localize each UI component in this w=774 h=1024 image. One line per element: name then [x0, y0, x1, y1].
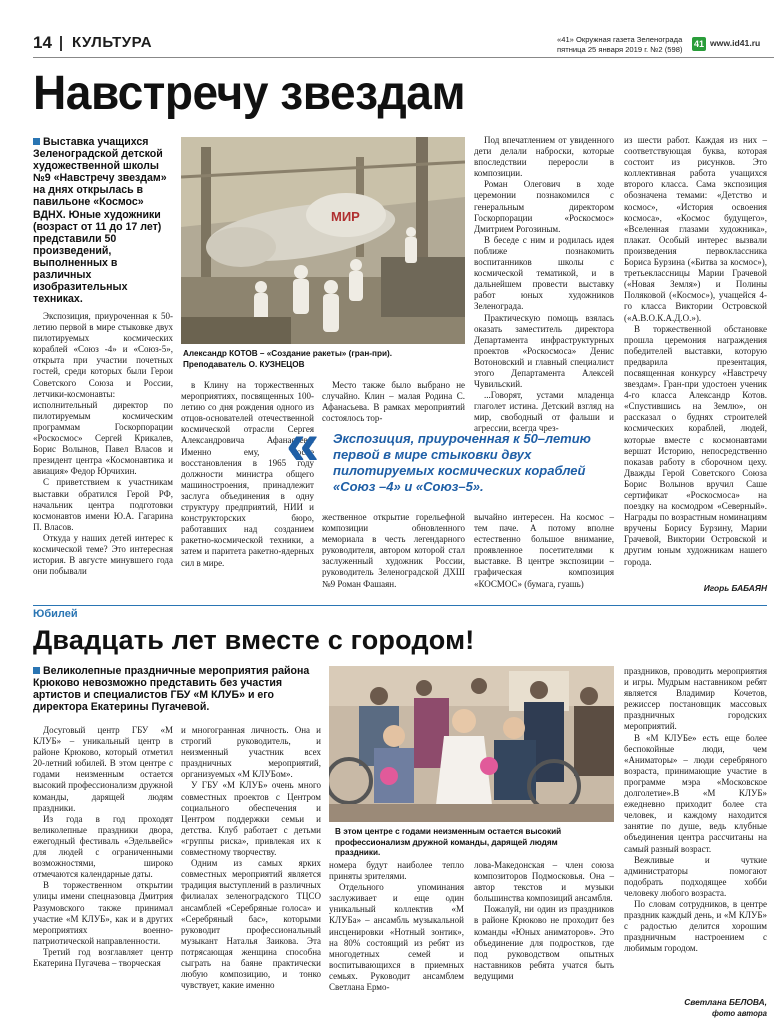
paragraph: Одним из самых ярких совместных мероприятий является традиция выступлений в различных филиалах зеленоградского ТЦСО ансамблей «Серебряные голоса» и «Серебряный бас», которыми руководит профессиональный музыкант Наталья Заикова. Эта потрясающая женщина способна сыграть на баяне практически любую композицию, и тонко чувствует, какие именно — [181, 858, 321, 991]
pull-quote: Экспозиция, приуроченная к 50–летию первой в мире стыковки двух пилотируемых космических кораблей «Союз –4» и «Союз–5». — [333, 431, 591, 494]
article1-col5 — [624, 135, 767, 568]
section-title: КУЛЬТУРА — [72, 34, 153, 51]
article2-col2 — [181, 725, 321, 991]
paragraph: Из года в год проходят великолепные праздники двора, ежегодный фестиваль «Эдельвейс» для людей с ограниченными возможностями, широко отмечаются календарные даты. — [33, 813, 173, 880]
paragraph: Отдельного упоминания заслуживает и еще один уникальный коллектив «М КЛУБа» – ансамбль музыкальной инсценировки «Нотный зонтик», на 80% состоящий из ребят из многодетных семей и воспитывающихся в приемных семьях. Руководит ансамблем Светлана Ермо- — [329, 882, 464, 993]
event-photo — [329, 666, 614, 822]
header-rule — [33, 57, 774, 58]
article1-lead: Выставка учащихся Зеленоградской детской художественной школы №9 «Навстречу звездам» на днях открылась в павильоне «Космос» ВДНХ. Юные художники (возраст от 11 до 17 лет) представили 50 произведений, выполненных в различных изобразительных техниках. — [33, 136, 167, 306]
paragraph: В беседе с ним и родилась идея поближе познакомить воспитанников школы с космической тематикой, и в дальнейшем провести выставку работ юных художников Зеленограда. — [474, 234, 614, 312]
article2-signature: Светлана БЕЛОВА, — [684, 997, 767, 1007]
article1-col3b — [322, 512, 465, 590]
paragraph: Место также было выбрано не случайно. Клин – малая Родина С. Афанасьева. В рамках мероприятий состоялось тор- — [322, 380, 465, 424]
article1-headline: Навстречу звездам — [33, 67, 466, 120]
painting-caption: Александр КОТОВ – «Создание ракеты» (гран-при). Преподаватель О. КУЗНЕЦОВ — [183, 349, 392, 369]
page-header — [0, 0, 774, 60]
article1-col1 — [33, 311, 173, 577]
paragraph: вычайно интересен. На космос – тем паче. А потому вполне естественно большое внимание, проявленное посетителями к выставке. В центре экспозиции – графическая композиция «КОСМОС» (бумага, гуашь) — [474, 512, 614, 589]
paragraph: Под впечатлением от увиденного дети делали наброски, которые впоследствии переросли в композиции. — [474, 135, 614, 179]
paragraph: С приветствием к участникам выставки обратился Герой РФ, начальник центра подготовки космонавтов имени Ю.А. Гагарина П. Власов. — [33, 477, 173, 532]
article1-col3a — [322, 380, 465, 424]
paragraph: Роман Олегович в ходе церемонии познакомился с генеральным директором Госкорпорации «Роскосмос» Дмитрием Рогозиным. — [474, 179, 614, 234]
paragraph: В «М КЛУБе» есть еще более беспокойные люди, чем «Аниматоры» – люди серебряного возраста, принимающие участие в программе мэра «Московское долголетие».В «М КЛУБ» ежедневно приходит более ста человек, и каждому находится занятие по душе, ведь клубные объединения центра рассчитаны на самый разный возраст. — [624, 732, 767, 854]
article2-col3 — [329, 860, 464, 993]
painting-mir-label: МИР — [331, 209, 360, 224]
pull-quote-mark: « — [286, 410, 320, 477]
article1-signature: Игорь БАБАЯН — [703, 583, 767, 593]
site-url[interactable]: www.id41.ru — [710, 38, 761, 48]
paragraph: По словам сотрудников, в центре праздник каждый день, и «М КЛУБ» с радостью делится хорошим праздничным настроением с любимым городом. — [624, 898, 767, 954]
paragraph: в Клину на торжественных мероприятиях, посвященных 100-летию со дня рождения одного из отцов-основателей отечественной космической отрасли Сергея Александровича Афанасьева. Именно ему, после восстановления в 1965 году должности министра общего машиностроения, принадлежит заслуга объединения в одну структуру предприятий, НИИ и конструкторских бюро, работавших над созданием ракетно-космической техники, а затем и паритета ракетно-ядерных сил в мире. — [181, 380, 314, 568]
paragraph: Практическую помощь взялась оказать заместитель директора Департамента инфраструктурных проектов «Роскосмоса» Денис Вотоновский и главный специалист этого Департамента Алексей Чувильский. — [474, 312, 614, 390]
article1-col4b — [474, 512, 614, 590]
paragraph: и многогранная личность. Она и строгий руководитель, и неизменный участник всех праздничных мероприятий, организуемых «М КЛУБом». — [181, 725, 321, 780]
article2-col1 — [33, 725, 173, 969]
article2-rubric: Юбилей — [33, 608, 78, 620]
article2-headline: Двадцать лет вместе с городом! — [33, 625, 475, 655]
paragraph: Откуда у наших детей интерес к космической теме? Это интересная история. В августе минувшего года они побывали — [33, 532, 173, 577]
paragraph: ...Говорят, устами младенца глаголет истина. Детский взгляд на мир, свободный от фальши и агрессии, всегда чрез- — [474, 390, 614, 434]
article2-photo-credit: фото автора — [711, 1009, 767, 1018]
article2-lead: Великолепные праздничные мероприятия района Крюково невозможно представить без участия артистов и специалистов ГБУ «М КЛУБ» и его директора Екатерины Пугачевой. — [33, 665, 310, 714]
paragraph: из шести работ. Каждая из них – соответствующая буква, которая состоит из рисунков. Это коллективная работа учащихся второго класса. Сама экспозиция обозначена темами: «Детство и космос», «История освоения космоса», «Космос будущего», «Вселенная глазами художника», плакат. Особый интерес вызвали произведения первоклассника Бориса Бурзина («Битва за космос»), третьеклассницы Марии Грачевой («Новая Земля») и Полины Поляковой («Космос»), учащейся 4-го класса Виктории Островской («А.В.О.К.А.Д.О.»). — [624, 135, 767, 323]
article1-col4a — [474, 135, 614, 435]
lead-marker-icon — [33, 138, 40, 145]
header-divider — [60, 36, 62, 51]
paragraph: лова-Македонская – член союза композиторов Подмосковья. Она – автор текстов и музыки большинства композиций ансамбля. — [474, 860, 614, 904]
page-number: 14 — [33, 33, 52, 52]
event-photo-caption: В этом центре с годами неизменным остается высокий профессионализм дружной команды, дарящей людям праздники. — [335, 827, 562, 858]
lead-marker-icon — [33, 667, 40, 674]
site-logo-icon: 41 — [693, 39, 704, 49]
article2-col4 — [474, 860, 614, 982]
paragraph: номера будут наиболее тепло приняты зрителями. — [329, 860, 464, 882]
paragraph: В торжественном открытии улицы имени спецназовца Дмитрия Разумовского также принимал участие «М КЛУБ», как и в других мероприятиях военно-патриотической направленности. — [33, 880, 173, 946]
paragraph: жественное открытие горельефной композиции обновленного мемориала в честь легендарного руководителя, автором которой стал заслуженный художник России, руководитель Зеленоградской ДХШ №9 Роман Фашаян. — [322, 512, 465, 589]
paper-name: «41» Окружная газета Зеленограда — [557, 35, 683, 44]
issue-date: пятница 25 января 2019 г. №2 (598) — [557, 45, 683, 54]
paragraph: Третий год возглавляет центр Екатерина Пугачева – творческая — [33, 946, 173, 968]
paragraph: праздников, проводить мероприятия и игры. Мудрым наставником ребят является Владимир Кочетов, режиссер постановщик массовых праздничных городских мероприятий. — [624, 666, 767, 732]
paragraph: У ГБУ «М КЛУБ» очень много совместных проектов с Центром социального обеспечения и Центром поддержки семьи и детства. Клуб работает с детьми «группы риска», привлекая их к совместному творчеству. — [181, 780, 321, 858]
paragraph: Экспозиция, приуроченная к 50-летию первой в мире стыковке двух пилотируемых космических кораблей «Союз -4» и «Союз-5», открыта при участии почетных гостей, среди которых были Герои Советского Союза и России, летчики-космонавты: исполнительный директор по пилотируемым космическим программам Госкорпорации «Роскосмос» Сергей Крикалев, Борис Волынов, Павел Власов и президент центра «Космонавтика и авиация» Федор Юрчихин. — [33, 311, 173, 477]
painting-image — [181, 137, 465, 344]
paragraph: В торжественной обстановке прошла церемония награждения победителей выставки, которую предварила презентация, посвященная конкурсу «Навстречу звездам». Гран-при удостоен ученик 4-го класса Александр Котов. «Спустившись на Землю», он рассказал о буднях строителей космических кораблей, людей, которые вместе с космонавтами вершат Историю, непосредственно показав работу в сборочном цеху. Дважды Герой Советского Союза Борис Волынов вручил Саше сертификат «Роскосмоса» на поездку на космодром «Северный». Награды по возрастным номинациям вручены Борису Бурзину, Марии Грачевой, Виктории Островской и другим юным художникам нашего города. — [624, 323, 767, 567]
paragraph: Досуговый центр ГБУ «М КЛУБ» – уникальный центр в районе Крюково, который отметил 20-летний юбилей. В этом центре с годами неизменным остается высокий профессионализм дружной команды, дарящей людям праздники. — [33, 725, 173, 813]
article2-col5 — [624, 666, 767, 954]
paragraph: Вежливые и чуткие администраторы помогают подобрать подходящее хобби человеку любого возраста. — [624, 854, 767, 898]
paragraph: Пожалуй, ни один из праздников в районе Крюково не проходит без команды «Юных аниматоров». Это объединение для подростков, где под руководством опытных наставников ребята учатся быть ведущими — [474, 904, 614, 981]
section-divider — [33, 605, 767, 606]
